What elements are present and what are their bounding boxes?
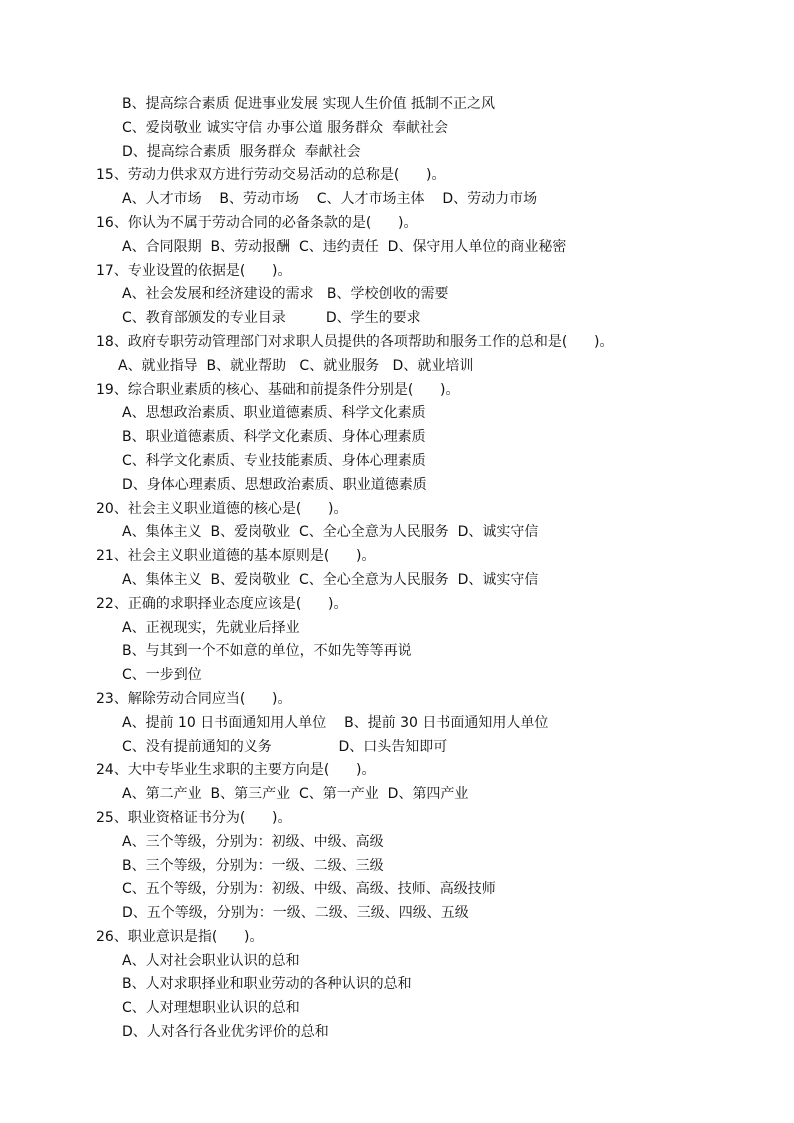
option-line: A、就业指导 B、就业帮助 C、就业服务 D、就业培训	[118, 357, 474, 374]
question-line: 19、综合职业素质的核心、基础和前提条件分别是( )。	[96, 381, 460, 398]
option-line: B、提高综合素质 促进事业发展 实现人生价值 抵制不正之风	[122, 96, 495, 112]
question-line: 25、职业资格证书分为( )。	[96, 809, 292, 826]
option-line: A、合同限期 B、劳动报酬 C、违约责任 D、保守用人单位的商业秘密	[122, 238, 567, 255]
option-line: A、第二产业 B、第三产业 C、第一产业 D、第四产业	[122, 786, 469, 803]
option-line: B、人对求职择业和职业劳动的各种认识的总和	[122, 976, 412, 993]
question-line: 22、正确的求职择业态度应该是( )。	[96, 595, 348, 612]
option-line: B、职业道德素质、科学文化素质、身体心理素质	[122, 429, 426, 446]
option-line: A、集体主义 B、爱岗敬业 C、全心全意为人民服务 D、诚实守信	[122, 524, 539, 541]
option-line: D、身体心理素质、思想政治素质、职业道德素质	[122, 476, 427, 493]
option-line: C、科学文化素质、专业技能素质、身体心理素质	[122, 452, 426, 469]
option-line: A、人对社会职业认识的总和	[122, 952, 300, 969]
question-line: 21、社会主义职业道德的基本原则是( )。	[96, 548, 376, 565]
question-line: 24、大中专毕业生求职的主要方向是( )。	[96, 762, 376, 779]
option-line: A、思想政治素质、职业道德素质、科学文化素质	[122, 405, 426, 422]
option-line: A、集体主义 B、爱岗敬业 C、全心全意为人民服务 D、诚实守信	[122, 571, 539, 588]
question-line: 16、你认为不属于劳动合同的必备条款的是( )。	[96, 214, 418, 231]
document-page	[0, 93, 794, 1045]
option-line: C、一步到位	[122, 667, 202, 684]
question-line: 20、社会主义职业道德的核心是( )。	[96, 500, 348, 517]
option-line: D、五个等级，分别为：一级、二级、三级、四级、五级	[122, 905, 469, 922]
option-line: A、人才市场 B、劳动市场 C、人才市场主体 D、劳动力市场	[122, 191, 538, 208]
question-line: 23、解除劳动合同应当( )。	[96, 690, 292, 707]
question-line: 15、劳动力供求双方进行劳动交易活动的总称是( )。	[96, 167, 446, 184]
option-line: A、正视现实，先就业后择业	[122, 619, 300, 636]
option-line: C、人对理想职业认识的总和	[122, 1000, 300, 1017]
option-line: D、人对各行各业优劣评价的总和	[122, 1024, 329, 1041]
question-line: 26、职业意识是指( )。	[96, 928, 264, 945]
option-line: A、提前 10 日书面通知用人单位 B、提前 30 日书面通知用人单位	[122, 714, 549, 731]
question-line: 17、专业设置的依据是( )。	[96, 262, 292, 279]
option-line: C、教育部颁发的专业目录 D、学生的要求	[122, 310, 421, 327]
option-line: C、爱岗敬业 诚实守信 办事公道 服务群众 奉献社会	[122, 119, 449, 136]
option-line: D、提高综合素质 服务群众 奉献社会	[122, 143, 361, 160]
option-line: B、三个等级，分别为：一级、二级、三级	[122, 857, 384, 874]
question-line: 18、政府专职劳动管理部门对求职人员提供的各项帮助和服务工作的总和是( )。	[96, 333, 614, 350]
option-line: A、三个等级，分别为：初级、中级、高级	[122, 833, 384, 850]
option-line: C、五个等级，分别为：初级、中级、高级、技师、高级技师	[122, 881, 496, 898]
option-line: B、与其到一个不如意的单位，不如先等等再说	[122, 643, 412, 660]
option-line: C、没有提前通知的义务 D、口头告知即可	[122, 738, 448, 755]
option-line: A、社会发展和经济建设的需求 B、学校创收的需要	[122, 286, 449, 303]
